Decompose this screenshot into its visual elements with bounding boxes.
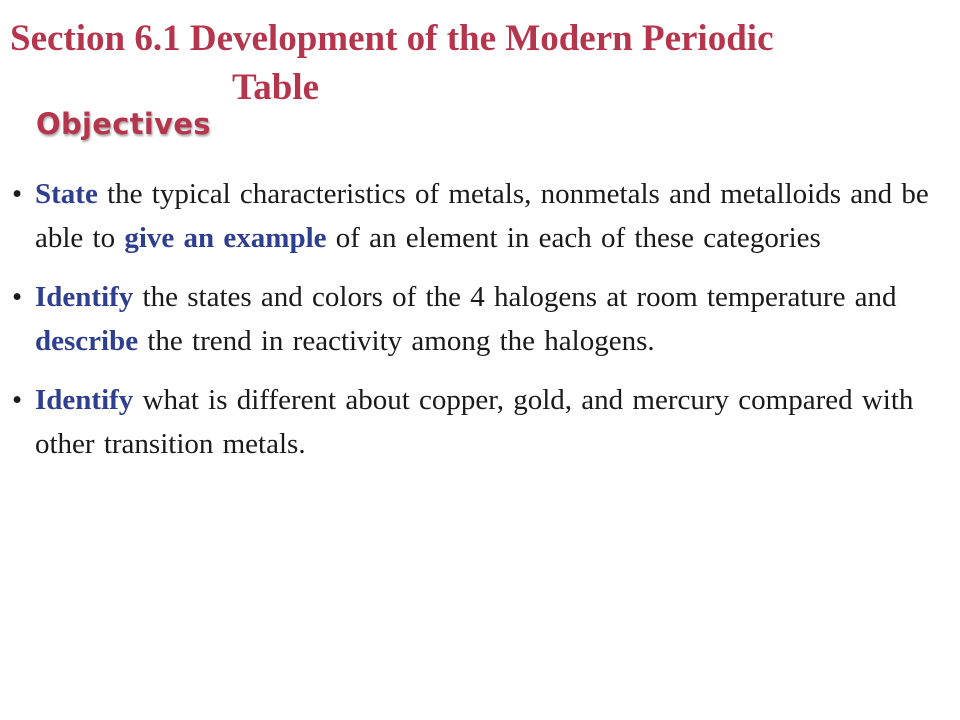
slide-title-line1: Section 6.1 Development of the Modern Periodic [10,18,774,59]
objective-verb: Identify [35,384,134,416]
slide-title-line2: Table [232,67,320,108]
objective-verb: Identify [35,281,134,313]
objective-verb: give an example [124,222,327,254]
objective-verb: State [35,178,98,210]
objectives-heading: Objectives [36,107,211,141]
objective-item-1 [12,172,942,260]
objective-text: what is different about copper, gold, and mercury compared with other transition metals. [35,384,914,460]
objective-text: the states and colors of the 4 halogens at room temperature and [133,281,897,313]
bullet-icon: • [12,384,23,416]
objective-item-3 [12,378,942,466]
objective-item-2 [12,275,942,363]
objectives-list [12,172,942,481]
objective-verb: describe [35,325,139,357]
objective-text: the typical characteristics of metals, nonmetals and metalloids and be able to [35,178,929,254]
bullet-icon: • [12,178,23,210]
objective-text: of an element in each of these categories [326,222,821,254]
bullet-icon: • [12,281,23,313]
slide-title [10,14,950,112]
objective-text: the trend in reactivity among the halogens. [138,325,655,357]
